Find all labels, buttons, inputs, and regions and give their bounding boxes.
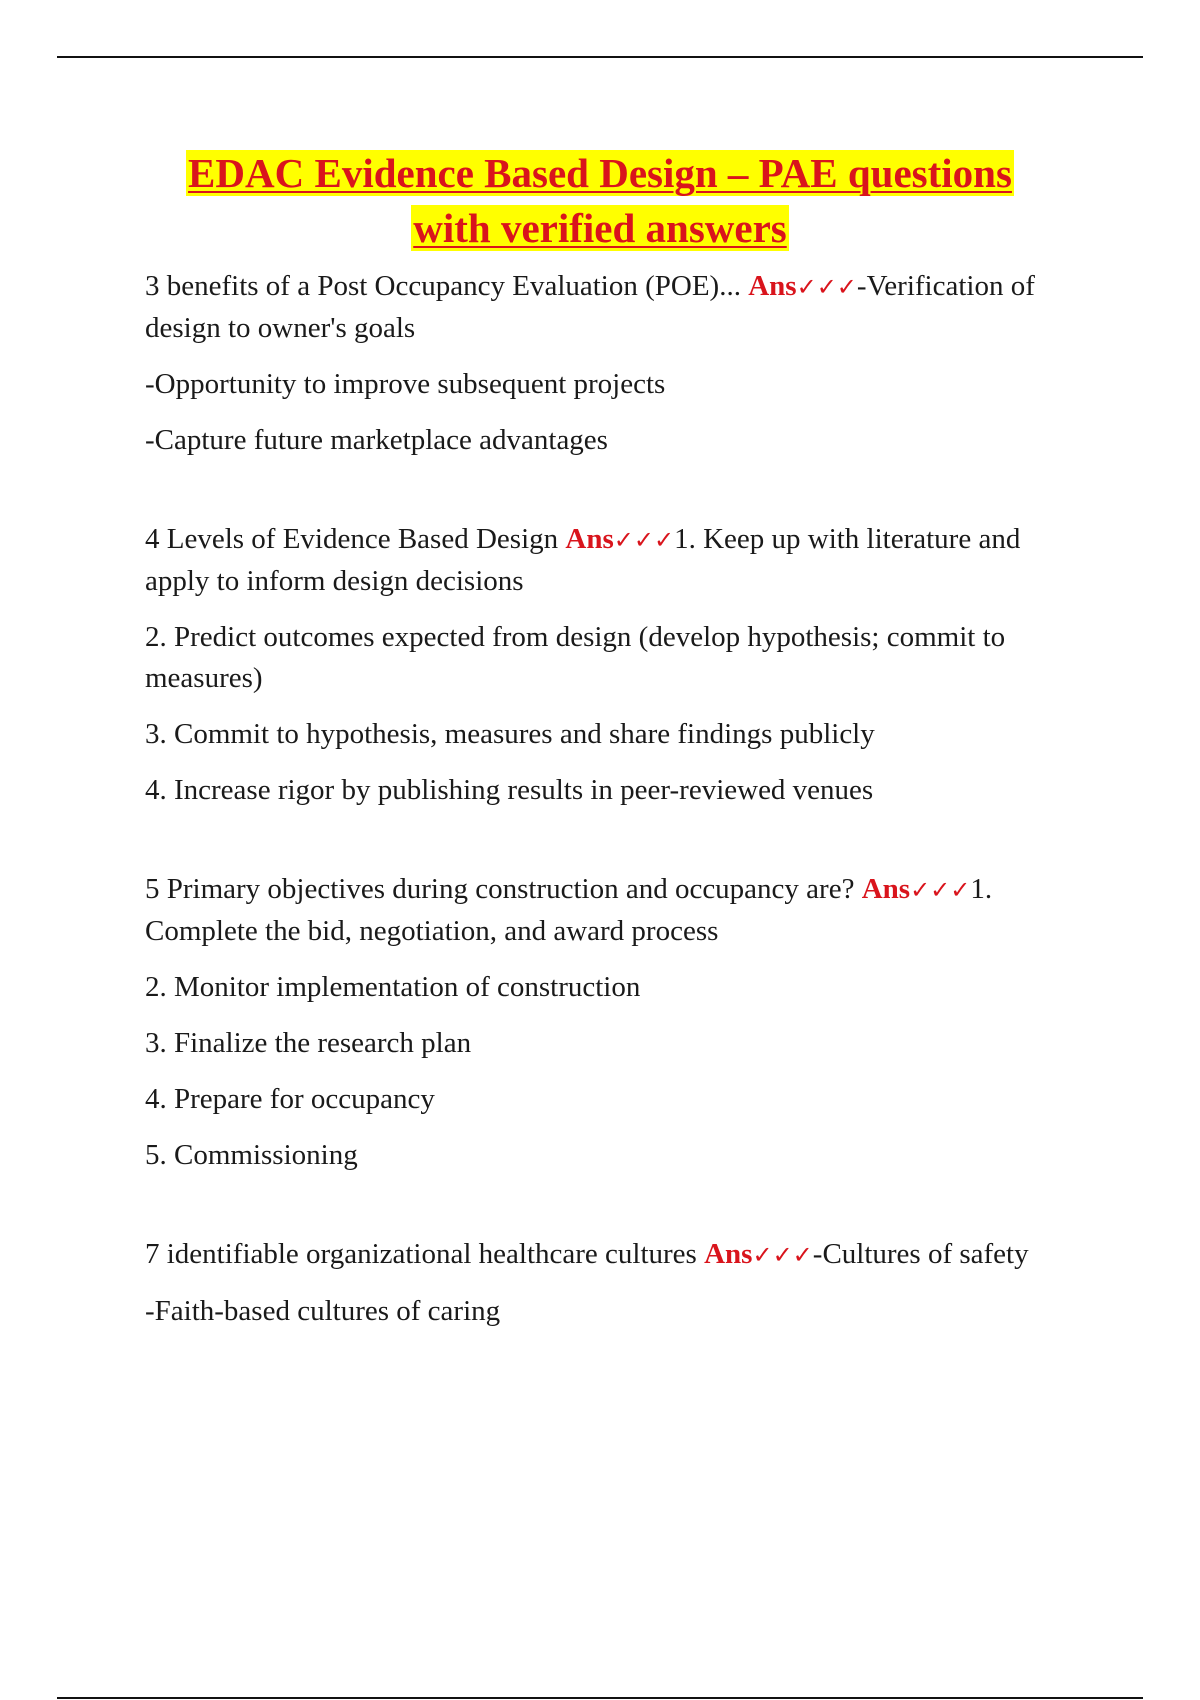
qa-block-4 <box>145 1234 1080 1332</box>
question-text: 3 benefits of a Post Occupancy Evaluation (POE)... <box>145 270 749 302</box>
answer-line: 3. Finalize the research plan <box>145 1027 472 1059</box>
answer-line: 2. Monitor implementation of construction <box>145 971 641 1003</box>
answer-line: 2. Predict outcomes expected from design (develop hypothesis; commit to measures) <box>145 621 1006 694</box>
answer-first-line: -Cultures of safety <box>812 1238 1029 1270</box>
footer-rule <box>57 1697 1143 1699</box>
ans-label: Ans <box>861 873 911 905</box>
checkmarks-icon: ✓✓✓ <box>796 273 857 301</box>
answer-line: -Capture future marketplace advantages <box>145 424 608 456</box>
checkmarks-icon: ✓✓✓ <box>910 876 971 904</box>
question-3 <box>145 869 1080 952</box>
answer-line: 3. Commit to hypothesis, measures and share findings publicly <box>145 718 875 750</box>
answer-line: -Faith-based cultures of caring <box>145 1295 501 1327</box>
answer-line: 4. Prepare for occupancy <box>145 1083 435 1115</box>
question-4 <box>145 1234 1080 1276</box>
checkmarks-icon: ✓✓✓ <box>752 1241 813 1269</box>
document-body <box>145 266 1080 1347</box>
qa-block-1 <box>145 266 1080 461</box>
question-2 <box>145 519 1080 602</box>
answer-line: 4. Increase rigor by publishing results in peer-reviewed venues <box>145 774 874 806</box>
question-text: 5 Primary objectives during construction and occupancy are? <box>145 873 862 905</box>
checkmarks-icon: ✓✓✓ <box>613 526 675 554</box>
qa-block-3 <box>145 869 1080 1176</box>
ans-label: Ans <box>704 1238 753 1270</box>
ans-label: Ans <box>565 523 614 555</box>
qa-block-2 <box>145 519 1080 811</box>
question-text: 7 identifiable organizational healthcare cultures <box>145 1238 705 1270</box>
ans-label: Ans <box>748 270 797 302</box>
answer-first-line: 1. Complete the bid, negotiation, and award process <box>145 873 993 947</box>
question-text: 4 Levels of Evidence Based Design <box>145 523 566 555</box>
answer-first-line: -Verification of design to owner's goals <box>145 270 1035 344</box>
answer-line: 5. Commissioning <box>145 1139 358 1171</box>
question-1 <box>145 266 1080 349</box>
document-title <box>0 146 1200 256</box>
title-line-1: EDAC Evidence Based Design – PAE questions <box>188 150 1012 196</box>
title-line-2: with verified answers <box>413 205 787 251</box>
answer-line: -Opportunity to improve subsequent projects <box>145 368 666 400</box>
header-rule <box>57 56 1143 58</box>
answer-first-line: 1. Keep up with literature and apply to inform design decisions <box>145 523 1021 597</box>
